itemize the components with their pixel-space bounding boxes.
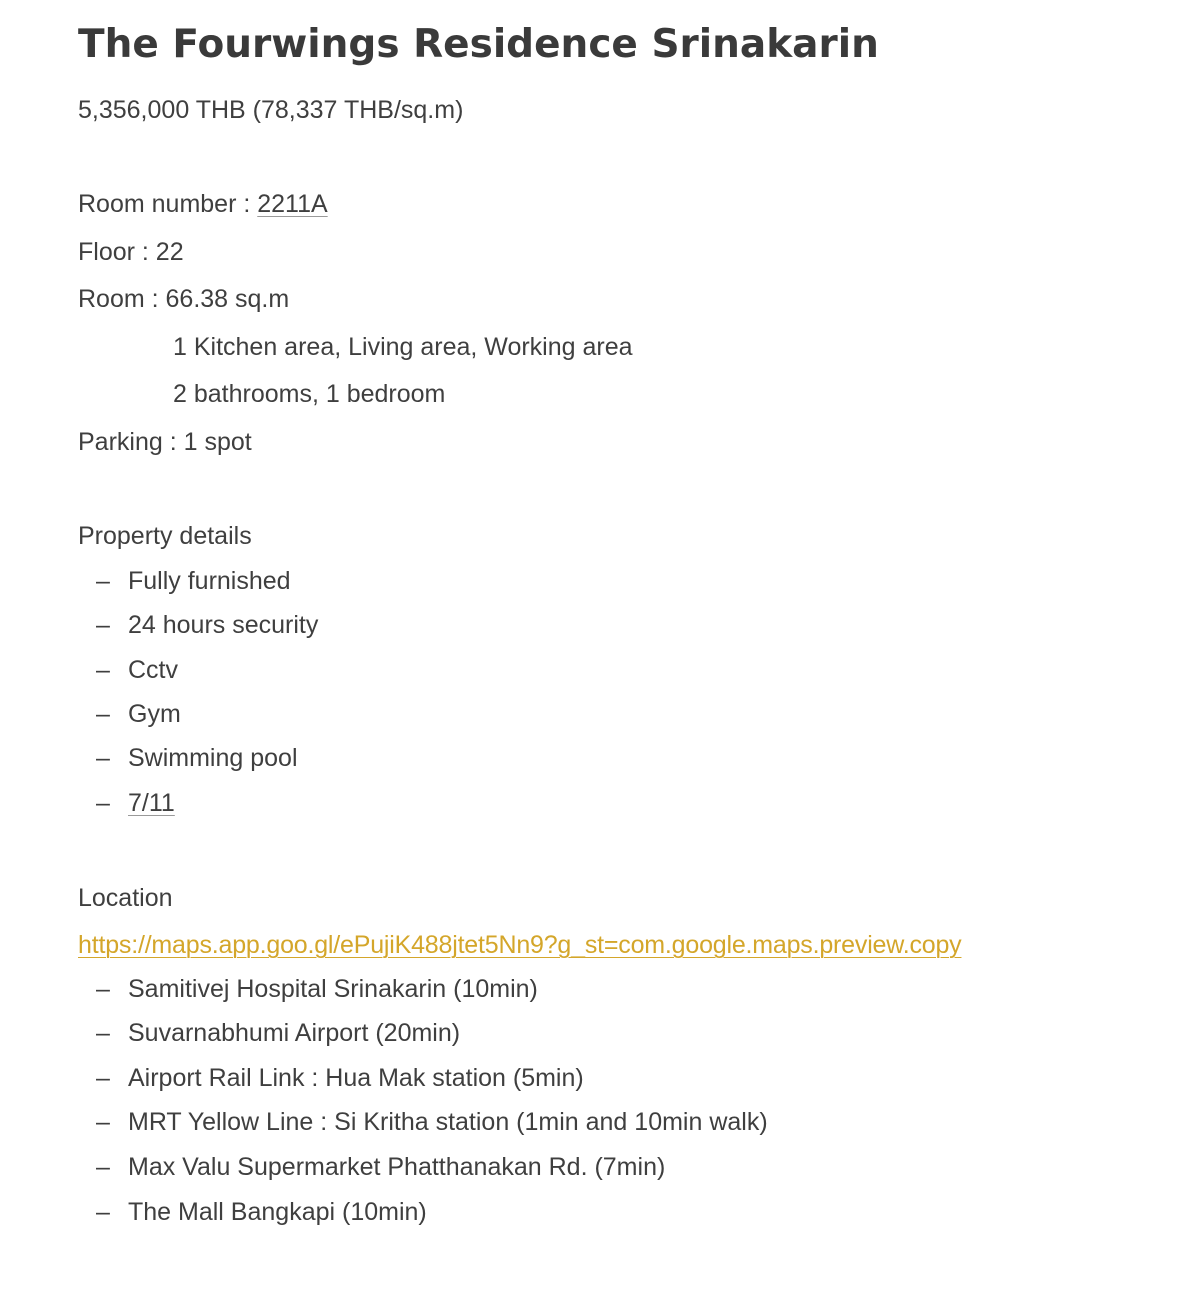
- location-link-line[interactable]: [78, 929, 961, 961]
- dash-bullet: –: [96, 744, 110, 772]
- dash-bullet: –: [96, 1064, 110, 1092]
- dash-bullet: –: [96, 975, 110, 1003]
- location-item[interactable]: [96, 1017, 460, 1049]
- room-number-value[interactable]: 2211A: [257, 190, 328, 218]
- dash-bullet: –: [96, 1198, 110, 1226]
- location-item[interactable]: [96, 1196, 427, 1228]
- dash-bullet: –: [96, 1019, 110, 1047]
- room-detail-line[interactable]: 2 bathrooms, 1 bedroom: [173, 380, 446, 408]
- room-detail-line[interactable]: 1 Kitchen area, Living area, Working area: [173, 333, 633, 361]
- dash-bullet: –: [96, 789, 110, 817]
- location-item-text: Airport Rail Link : Hua Mak station (5min): [128, 1064, 584, 1092]
- property-detail-item[interactable]: [96, 609, 318, 641]
- property-detail-text: 24 hours security: [128, 611, 319, 639]
- location-item-text: The Mall Bangkapi (10min): [128, 1198, 427, 1226]
- room-size-line[interactable]: Room : 66.38 sq.m: [78, 285, 290, 313]
- dash-bullet: –: [96, 567, 110, 595]
- location-heading[interactable]: Location: [78, 884, 173, 912]
- location-item[interactable]: [96, 973, 538, 1005]
- location-item-text: Samitivej Hospital Srinakarin (10min): [128, 975, 538, 1003]
- property-detail-item[interactable]: [96, 654, 178, 686]
- parking-line[interactable]: Parking : 1 spot: [78, 428, 252, 456]
- location-map-link[interactable]: https://maps.app.goo.gl/ePujiK488jtet5Nn9?g_st=com.google.maps.preview.copy: [78, 931, 962, 959]
- dash-bullet: –: [96, 656, 110, 684]
- floor-line[interactable]: Floor : 22: [78, 238, 184, 266]
- property-detail-text[interactable]: 7/11: [128, 789, 175, 817]
- note-title[interactable]: The Fourwings Residence Srinakarin: [78, 22, 879, 67]
- property-detail-item[interactable]: [96, 742, 298, 774]
- location-item-text: Suvarnabhumi Airport (20min): [128, 1019, 461, 1047]
- price-text[interactable]: 5,356,000 THB (78,337 THB/sq.m): [78, 96, 464, 124]
- dash-bullet: –: [96, 1153, 110, 1181]
- location-item[interactable]: [96, 1151, 665, 1183]
- property-detail-text: Fully furnished: [128, 567, 291, 595]
- room-number-label: Room number :: [78, 190, 258, 218]
- property-detail-text: Cctv: [128, 656, 178, 684]
- dash-bullet: –: [96, 611, 110, 639]
- property-detail-text: Swimming pool: [128, 744, 298, 772]
- property-detail-item[interactable]: [96, 787, 175, 819]
- location-item-text: Max Valu Supermarket Phatthanakan Rd. (7min): [128, 1153, 666, 1181]
- location-item[interactable]: [96, 1062, 584, 1094]
- property-detail-text: Gym: [128, 700, 181, 728]
- dash-bullet: –: [96, 700, 110, 728]
- property-details-heading[interactable]: Property details: [78, 522, 252, 550]
- room-number-line[interactable]: [78, 188, 328, 220]
- property-detail-item[interactable]: [96, 565, 291, 597]
- dash-bullet: –: [96, 1108, 110, 1136]
- location-item[interactable]: [96, 1106, 768, 1138]
- location-item-text: MRT Yellow Line : Si Kritha station (1min and 10min walk): [128, 1108, 768, 1136]
- property-detail-item[interactable]: [96, 698, 181, 730]
